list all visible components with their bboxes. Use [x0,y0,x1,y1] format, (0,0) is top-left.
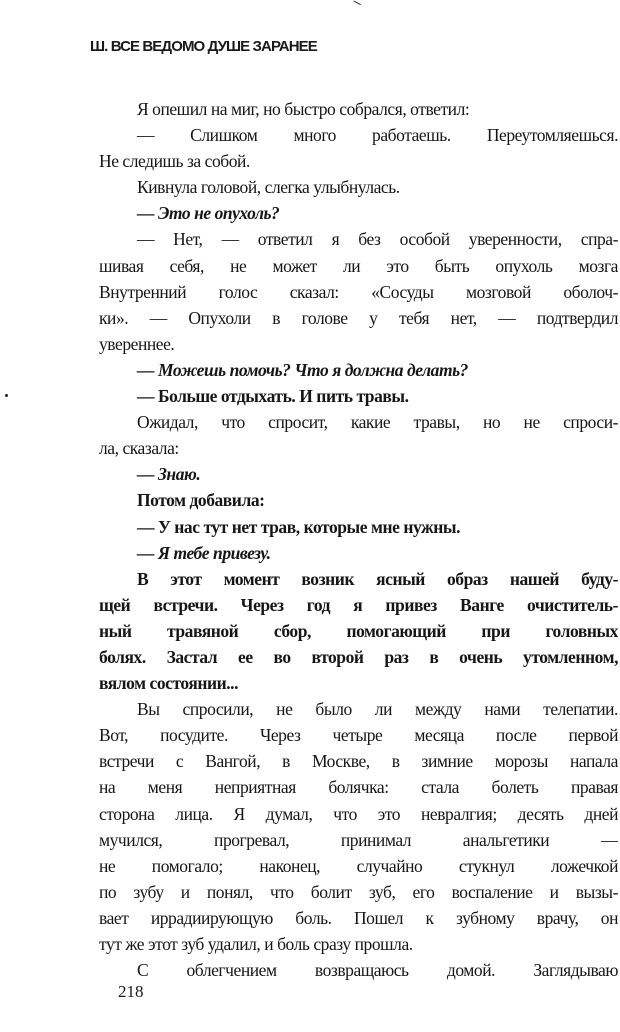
text-line: В этот момент возник ясный образ нашей буду- [137,568,618,589]
text-line: не помогало; наконец, случайно стукнул ложечкой [99,855,618,876]
text-line: вает иррадиирующую боль. Пошел к зубному врачу, он [99,907,618,928]
text-line: Ожидал, что спросит, какие травы, но не спроси- [137,412,618,433]
text-line: встречи с Вангой, в Москве, в зимние морозы напала [99,751,618,772]
text-line: — Больше отдыхать. И пить травы. [137,386,409,407]
text-line: мучился, прогревал, принимал анальгетики — [99,829,618,850]
text-line: С облегчением возвращаюсь домой. Заглядываю [137,960,618,981]
text-line: — Это не опухоль? [137,203,280,224]
text-line: Кивнула головой, слегка улыбнулась. [137,177,400,198]
page-number: 218 [118,982,144,1001]
text-line: болях. Застал ее во второй раз в очень утомленном, [99,646,618,667]
text-line: ки». — Опухоли в голове у тебя нет, — подтвердил [99,307,618,328]
text-line: вялом состоянии... [99,673,239,694]
text-line: — Можешь помочь? Что я должна делать? [137,359,468,380]
text-line: сторона лица. Я думал, что это невралгия; десять дней [99,803,618,824]
text-line: Я опешил на миг, но быстро собрался, ответил: [137,99,470,119]
text-line: Потом добавила: [137,490,265,511]
text-line: увереннее. [99,333,175,354]
text-line: тут же этот зуб удалил, и боль сразу прошла. [99,934,413,954]
text-line: по зубу и понял, что болит зуб, его воспаление и вызы- [99,881,618,902]
text-line: ла, сказала: [99,438,179,459]
text-line: на меня неприятная болячка: стала болеть правая [99,777,618,798]
scan-mark [351,0,361,9]
text-line: — Я тебе привезу. [137,542,271,563]
text-line: шивая себя, не может ли это быть опухоль мозга [99,255,618,276]
text-line: — Слишком много работаешь. Переутомляешься. [137,125,618,146]
margin-speck [5,394,8,397]
text-line: щей встречи. Через год я привез Ванге очиститель- [99,594,618,615]
text-line: ный травяной сбор, помогающий при головных [99,620,618,641]
text-line: Не следишь за собой. [99,151,250,172]
text-line: Внутренний голос сказал: «Сосуды мозговой оболоч- [99,281,618,302]
text-line: — Знаю. [137,464,201,485]
text-line: — Нет, — ответил я без особой уверенности, спра- [137,229,618,250]
running-head: Ш. ВСЕ ВЕДОМО ДУШЕ ЗАРАНЕЕ [90,38,317,55]
text-line: Вот, посудите. Через четыре месяца после первой [99,725,618,746]
text-line: Вы спросили, не было ли между нами телепатии. [137,699,618,720]
text-line: — У нас тут нет трав, которые мне нужны. [137,516,461,537]
body-text [99,96,618,983]
